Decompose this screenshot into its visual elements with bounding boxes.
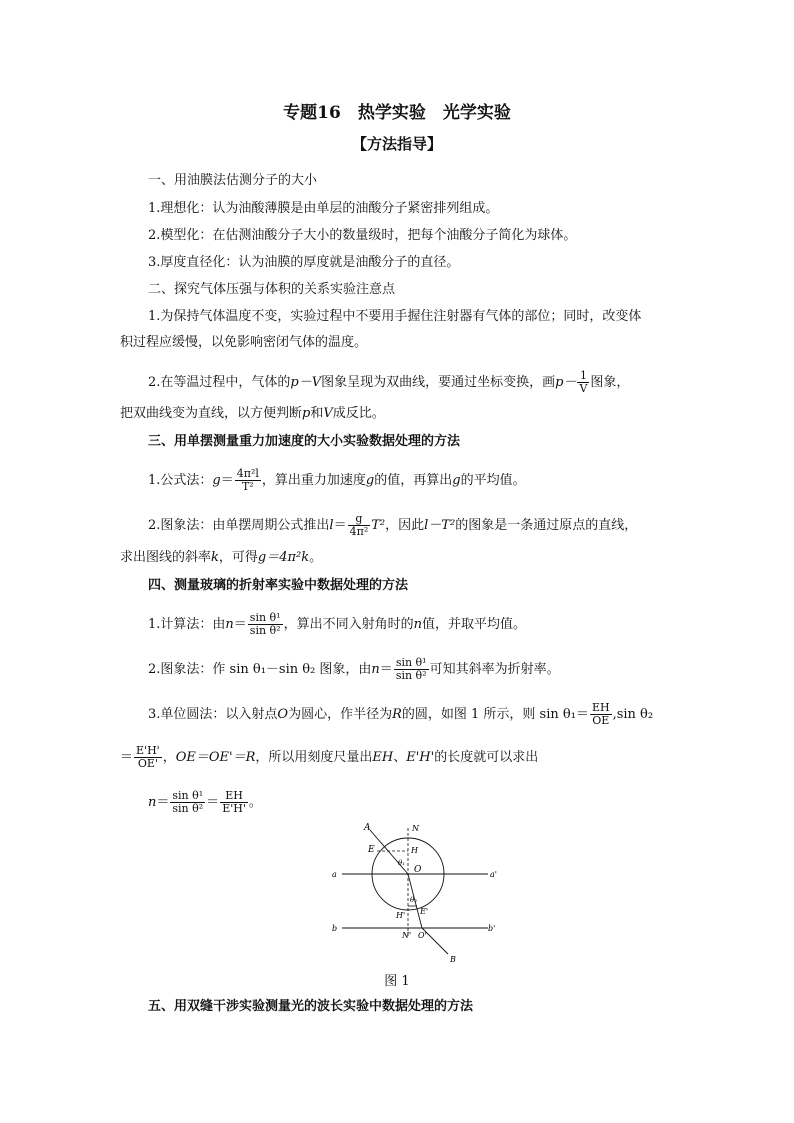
label-n-prime: N' <box>402 931 412 940</box>
s2-p2a: 2.在等温过程中，气体的p－V图象呈现为双曲线，要通过坐标变换，画p－ $\frac{1}{V}$ 图象， <box>148 369 630 395</box>
label-theta-1: θ₁ <box>398 859 406 867</box>
fraction-sin-ratio-2: $\frac{\text{sin θ¹}}{\text{sin θ²}}$ <box>395 656 427 682</box>
label-b-line: b <box>332 924 338 933</box>
s2-p1b: 积过程应缓慢，以免影响密闭气体的温度。 <box>120 335 368 350</box>
label-e-prime: E' <box>420 907 429 916</box>
s4-p2: 2.图象法：作 sin θ₁－sin θ₂ 图象，由n＝ $\frac{\text{sin θ¹}}{\text{sin θ²}}$ 可知其斜率为折射率。 <box>148 656 560 682</box>
s3-p2: 2.图象法：由单摆周期公式推出l＝ $\frac{g}{\text{4π²}}$ T²，因此l－T²的图象是一条通过原点的直线， <box>148 512 638 538</box>
heading-1: 一、用油膜法估测分子的大小 <box>148 173 318 188</box>
label-b-prime: b' <box>488 924 496 933</box>
s4-p3c: n＝ $\frac{\text{sin θ¹}}{\text{sin θ²}}$ ＝ $\frac{EH}{E'H'}$ 。 <box>148 789 262 815</box>
label-h: H <box>411 846 418 855</box>
s4-p3b: ＝ $\frac{E'H'}{OE'}$ ，OE＝OE'＝R，所以用刻度尺量出EH、E'H'的长度就可以求出 <box>120 744 539 770</box>
s3-p1: 1.公式法：g＝ $\frac{\text{4π²l}}{\text{T²}}$ ，算出重力加速度g的值，再算出g的平均值。 <box>148 467 526 493</box>
label-a-line: a <box>332 870 337 879</box>
section-subtitle: 【方法指导】 <box>351 135 442 153</box>
page-title: 专题16 热学实验 光学实验 <box>283 103 511 123</box>
refraction-diagram <box>330 820 500 965</box>
label-e: E <box>368 845 375 855</box>
heading-5: 五、用双缝干涉实验测量光的波长实验中数据处理的方法 <box>148 999 474 1014</box>
s4-p3: 3.单位圆法：以入射点O为圆心，作半径为R的圆，如图 1 所示，则 sin θ₁＝ $\frac{EH}{OE}$ ,sin θ₂ <box>148 701 654 727</box>
fraction-sin-ratio: $\frac{\text{sin θ¹}}{\text{sin θ²}}$ <box>249 611 281 637</box>
fraction-1-over-v: $\frac{1}{V}$ <box>579 369 588 395</box>
fraction-g-over-4pi2: $\frac{g}{\text{4π²}}$ <box>349 512 369 538</box>
label-n: N <box>412 824 419 833</box>
s3-p2b: 求出图线的斜率k，可得g＝4π²k。 <box>120 550 323 565</box>
fraction-4pi2l-over-t2: $\frac{\text{4π²l}}{\text{T²}}$ <box>236 467 259 493</box>
label-b-point: B <box>450 955 456 964</box>
fraction-eh-over-oe: $\frac{EH}{OE}$ <box>591 701 610 727</box>
label-a-point: A <box>364 823 371 833</box>
s4-p1: 1.计算法：由n＝ $\frac{\text{sin θ¹}}{\text{sin θ²}}$ ，算出不同入射角时的n值，并取平均值。 <box>148 611 526 637</box>
s2-p2b: 把双曲线变为直线，以方便判断p和V成反比。 <box>120 406 385 421</box>
label-theta-2: θ₂ <box>410 896 418 904</box>
incident-ray <box>370 830 408 874</box>
fraction-sin-ratio-3: $\frac{\text{sin θ¹}}{\text{sin θ²}}$ <box>172 789 204 815</box>
label-a-prime: a' <box>490 870 497 879</box>
s1-p1: 1.理想化：认为油酸薄膜是由单层的油酸分子紧密排列组成。 <box>148 201 499 216</box>
label-o-prime: O' <box>418 931 427 940</box>
fraction-eh-prime-over-oe-prime: $\frac{E'H'}{OE'}$ <box>136 744 160 770</box>
s1-p2: 2.模型化：在估测油酸分子大小的数量级时，把每个油酸分子简化为球体。 <box>148 228 577 243</box>
heading-2: 二、探究气体压强与体积的关系实验注意点 <box>148 282 396 297</box>
heading-3: 三、用单摆测量重力加速度的大小实验数据处理的方法 <box>148 434 461 449</box>
label-o: O <box>414 865 422 875</box>
s1-p3: 3.厚度直径化：认为油膜的厚度就是油酸分子的直径。 <box>148 255 460 270</box>
label-h-prime: H' <box>396 911 406 920</box>
s2-p1a: 1.为保持气体温度不变，实验过程中不要用手握住注射器有气体的部位；同时，改变体 <box>148 309 642 324</box>
heading-4: 四、测量玻璃的折射率实验中数据处理的方法 <box>148 578 409 593</box>
fraction-eh-ratio: $\frac{EH}{E'H'}$ <box>222 789 246 815</box>
figure-caption: 图 1 <box>384 974 410 989</box>
